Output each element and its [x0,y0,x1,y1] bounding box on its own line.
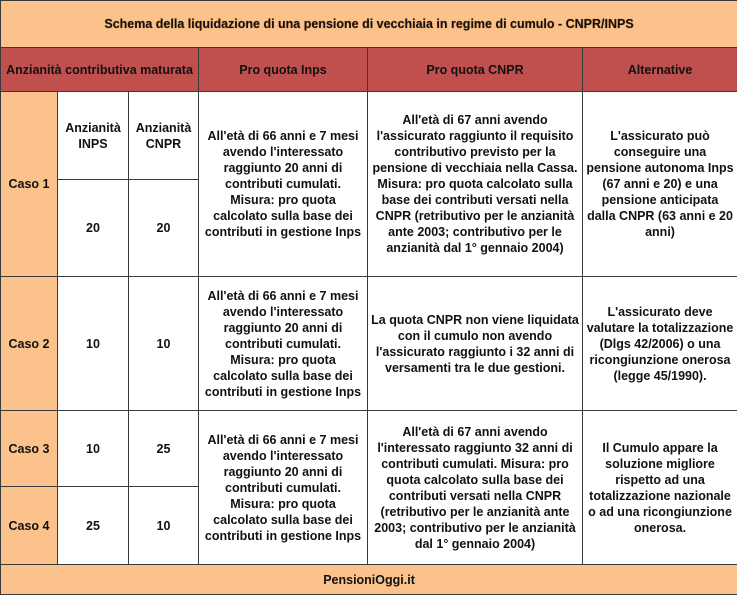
case-2-label: Caso 2 [1,277,58,411]
case-2-inps-quota: All'età di 66 anni e 7 mesi avendo l'interessato raggiunto 20 anni di contributi cumulati. Misura: pro quota calcolato sulla base dei contributi in gestione Inps [199,277,368,411]
case-3-4-inps-quota: All'età di 66 anni e 7 mesi avendo l'interessato raggiunto 20 anni di contributi cumulati. Misura: pro quota calcolato sulla base dei contributi in gestione Inps [199,411,368,565]
case-1-inps-quota: All'età di 66 anni e 7 mesi avendo l'interessato raggiunto 20 anni di contributi cumulati. Misura: pro quota calcolato sulla base dei contributi in gestione Inps [199,92,368,277]
case-1-cnpr-years: 20 [129,180,199,277]
case-2-cnpr-years: 10 [129,277,199,411]
case-2-cnpr-quota: La quota CNPR non viene liquidata con il cumulo non avendo l'assicurato raggiunto i 32 anni di versamenti tra le due gestioni. [368,277,583,411]
case-4-label: Caso 4 [1,487,58,565]
case-1-inps-years: 20 [58,180,129,277]
case-2-inps-years: 10 [58,277,129,411]
case-4-inps-years: 25 [58,487,129,565]
footer-row [1,565,737,595]
header-alternative: Alternative [583,48,737,92]
case-2-alternative: L'assicurato deve valutare la totalizzazione (Dlgs 42/2006) o una ricongiunzione onerosa (legge 45/1990). [583,277,737,411]
header-row [1,48,737,92]
footer-brand: PensioniOggi.it [1,565,737,595]
case-3-4-cnpr-quota: All'età di 67 anni avendo l'interessato raggiunto 32 anni di contributi cumulati. Misura: pro quota calcolato sulla base dei contributi versati nella CNPR (retributivo per le anzianità ante 2003; contributivo per le anzianità dal 1° gennaio 2004) [368,411,583,565]
case-1-label: Caso 1 [1,92,58,277]
header-inps-quota: Pro quota Inps [199,48,368,92]
case-1-cnpr-quota: All'età di 67 anni avendo l'assicurato raggiunto il requisito contributivo previsto per la pensione di vecchiaia nella Cassa. Misura: pro quota calcolato sulla base dei contributi versati nella CNPR (retributivo per le anzianità ante 2003; contributivo per le anzianità dal 1° gennaio 2004) [368,92,583,277]
header-anzianita: Anzianità contributiva maturata [1,48,199,92]
table-row [1,411,737,487]
case-3-4-alternative: Il Cumulo appare la soluzione migliore rispetto ad una totalizzazione nazionale o ad una ricongiunzione onerosa. [583,411,737,565]
table-row [1,92,737,180]
title-row [1,1,737,48]
header-cnpr-quota: Pro quota CNPR [368,48,583,92]
table-title: Schema della liquidazione di una pensione di vecchiaia in regime di cumulo - CNPR/INPS [1,1,737,48]
case-3-cnpr-years: 25 [129,411,199,487]
case-1-alternative: L'assicurato può conseguire una pensione autonoma Inps (67 anni e 20) e una pensione anticipata dalla CNPR (63 anni e 20 anni) [583,92,737,277]
subheader-anzianita-cnpr: Anzianità CNPR [129,92,199,180]
table-row [1,277,737,411]
case-4-cnpr-years: 10 [129,487,199,565]
case-3-inps-years: 10 [58,411,129,487]
case-3-label: Caso 3 [1,411,58,487]
subheader-anzianita-inps: Anzianità INPS [58,92,129,180]
